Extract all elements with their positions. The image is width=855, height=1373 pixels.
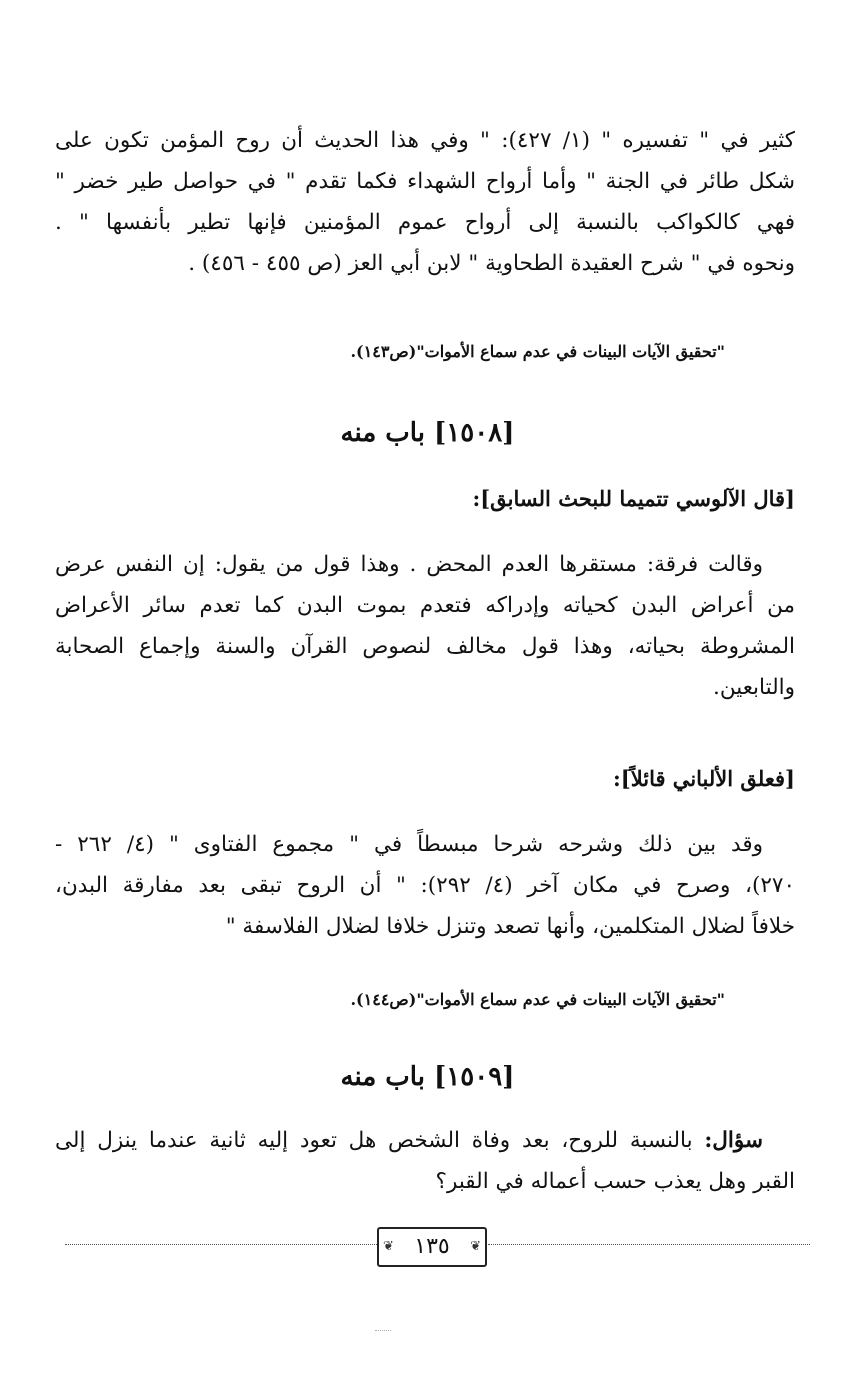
question-paragraph — [55, 1120, 795, 1202]
paragraph-continuation — [55, 120, 795, 284]
text-line: ونحوه في " شرح العقيدة الطحاوية " لابن أبي العز (ص ٤٥٥ - ٤٥٦) . — [188, 251, 795, 276]
text-line: شكل طائر في الجنة " وأما أرواح الشهداء فكما تقدم " في حواصل طير خضر " — [55, 169, 795, 194]
scan-speck — [375, 1330, 391, 1335]
page-number-frame — [377, 1227, 487, 1267]
paragraph-alusi — [55, 544, 795, 708]
section-subheading: [فعلق الألباني قائلاً]: — [613, 766, 795, 791]
text-line: فهي كالكواكب بالنسبة إلى أرواح عموم المؤمنين فإنها تطير بأنفسها " . — [55, 210, 795, 235]
paragraph-albani — [55, 824, 795, 947]
ornament-icon: ❦ — [383, 1239, 394, 1254]
text-line: المشروطة بحياته، وهذا قول مخالف لنصوص القرآن والسنة وإجماع الصحابة — [55, 634, 795, 659]
text-line: من أعراض البدن كحياته وإدراكه فتعدم بموت البدن كما تعدم سائر الأعراض — [55, 593, 795, 618]
footer-dotted-rule — [488, 1244, 810, 1245]
text-line — [55, 1120, 795, 1161]
section-subheading: [قال الآلوسي تتميما للبحث السابق]: — [472, 486, 795, 511]
question-text: بالنسبة للروح، بعد وفاة الشخص هل تعود إليه ثانية عندما ينزل إلى — [55, 1128, 705, 1153]
text-line: القبر وهل يعذب حسب أعماله في القبر؟ — [435, 1169, 795, 1194]
chapter-heading: [١٥٠٨] باب منه — [340, 418, 515, 448]
ornament-icon: ❦ — [470, 1239, 481, 1254]
chapter-heading: [١٥٠٩] باب منه — [340, 1062, 515, 1092]
question-label: سؤال: — [704, 1128, 763, 1153]
page-number: ١٣٥ — [414, 1234, 450, 1259]
text-line: خلافاً لضلال المتكلمين، وأنها تصعد وتنزل خلافا لضلال الفلاسفة " — [225, 914, 795, 939]
text-line: والتابعين. — [713, 675, 795, 700]
text-line: وقد بين ذلك وشرحه شرحا مبسطاً في " مجموع الفتاوى " (٤/ ٢٦٢ - — [55, 832, 764, 857]
source-citation: "تحقيق الآيات البينات في عدم سماع الأموات"(ص١٤٣). — [350, 342, 725, 361]
source-citation: "تحقيق الآيات البينات في عدم سماع الأموات"(ص١٤٤). — [350, 990, 725, 1009]
footer-dotted-rule — [65, 1244, 377, 1245]
text-line: ٢٧٠)، وصرح في مكان آخر (٤/ ٢٩٢): " أن الروح تبقى بعد مفارقة البدن، — [55, 873, 795, 898]
text-line: كثير في " تفسيره " (١/ ٤٢٧): " وفي هذا الحديث أن روح المؤمن تكون على — [55, 128, 795, 153]
text-line: وقالت فرقة: مستقرها العدم المحض . وهذا قول من يقول: إن النفس عرض — [55, 552, 763, 577]
